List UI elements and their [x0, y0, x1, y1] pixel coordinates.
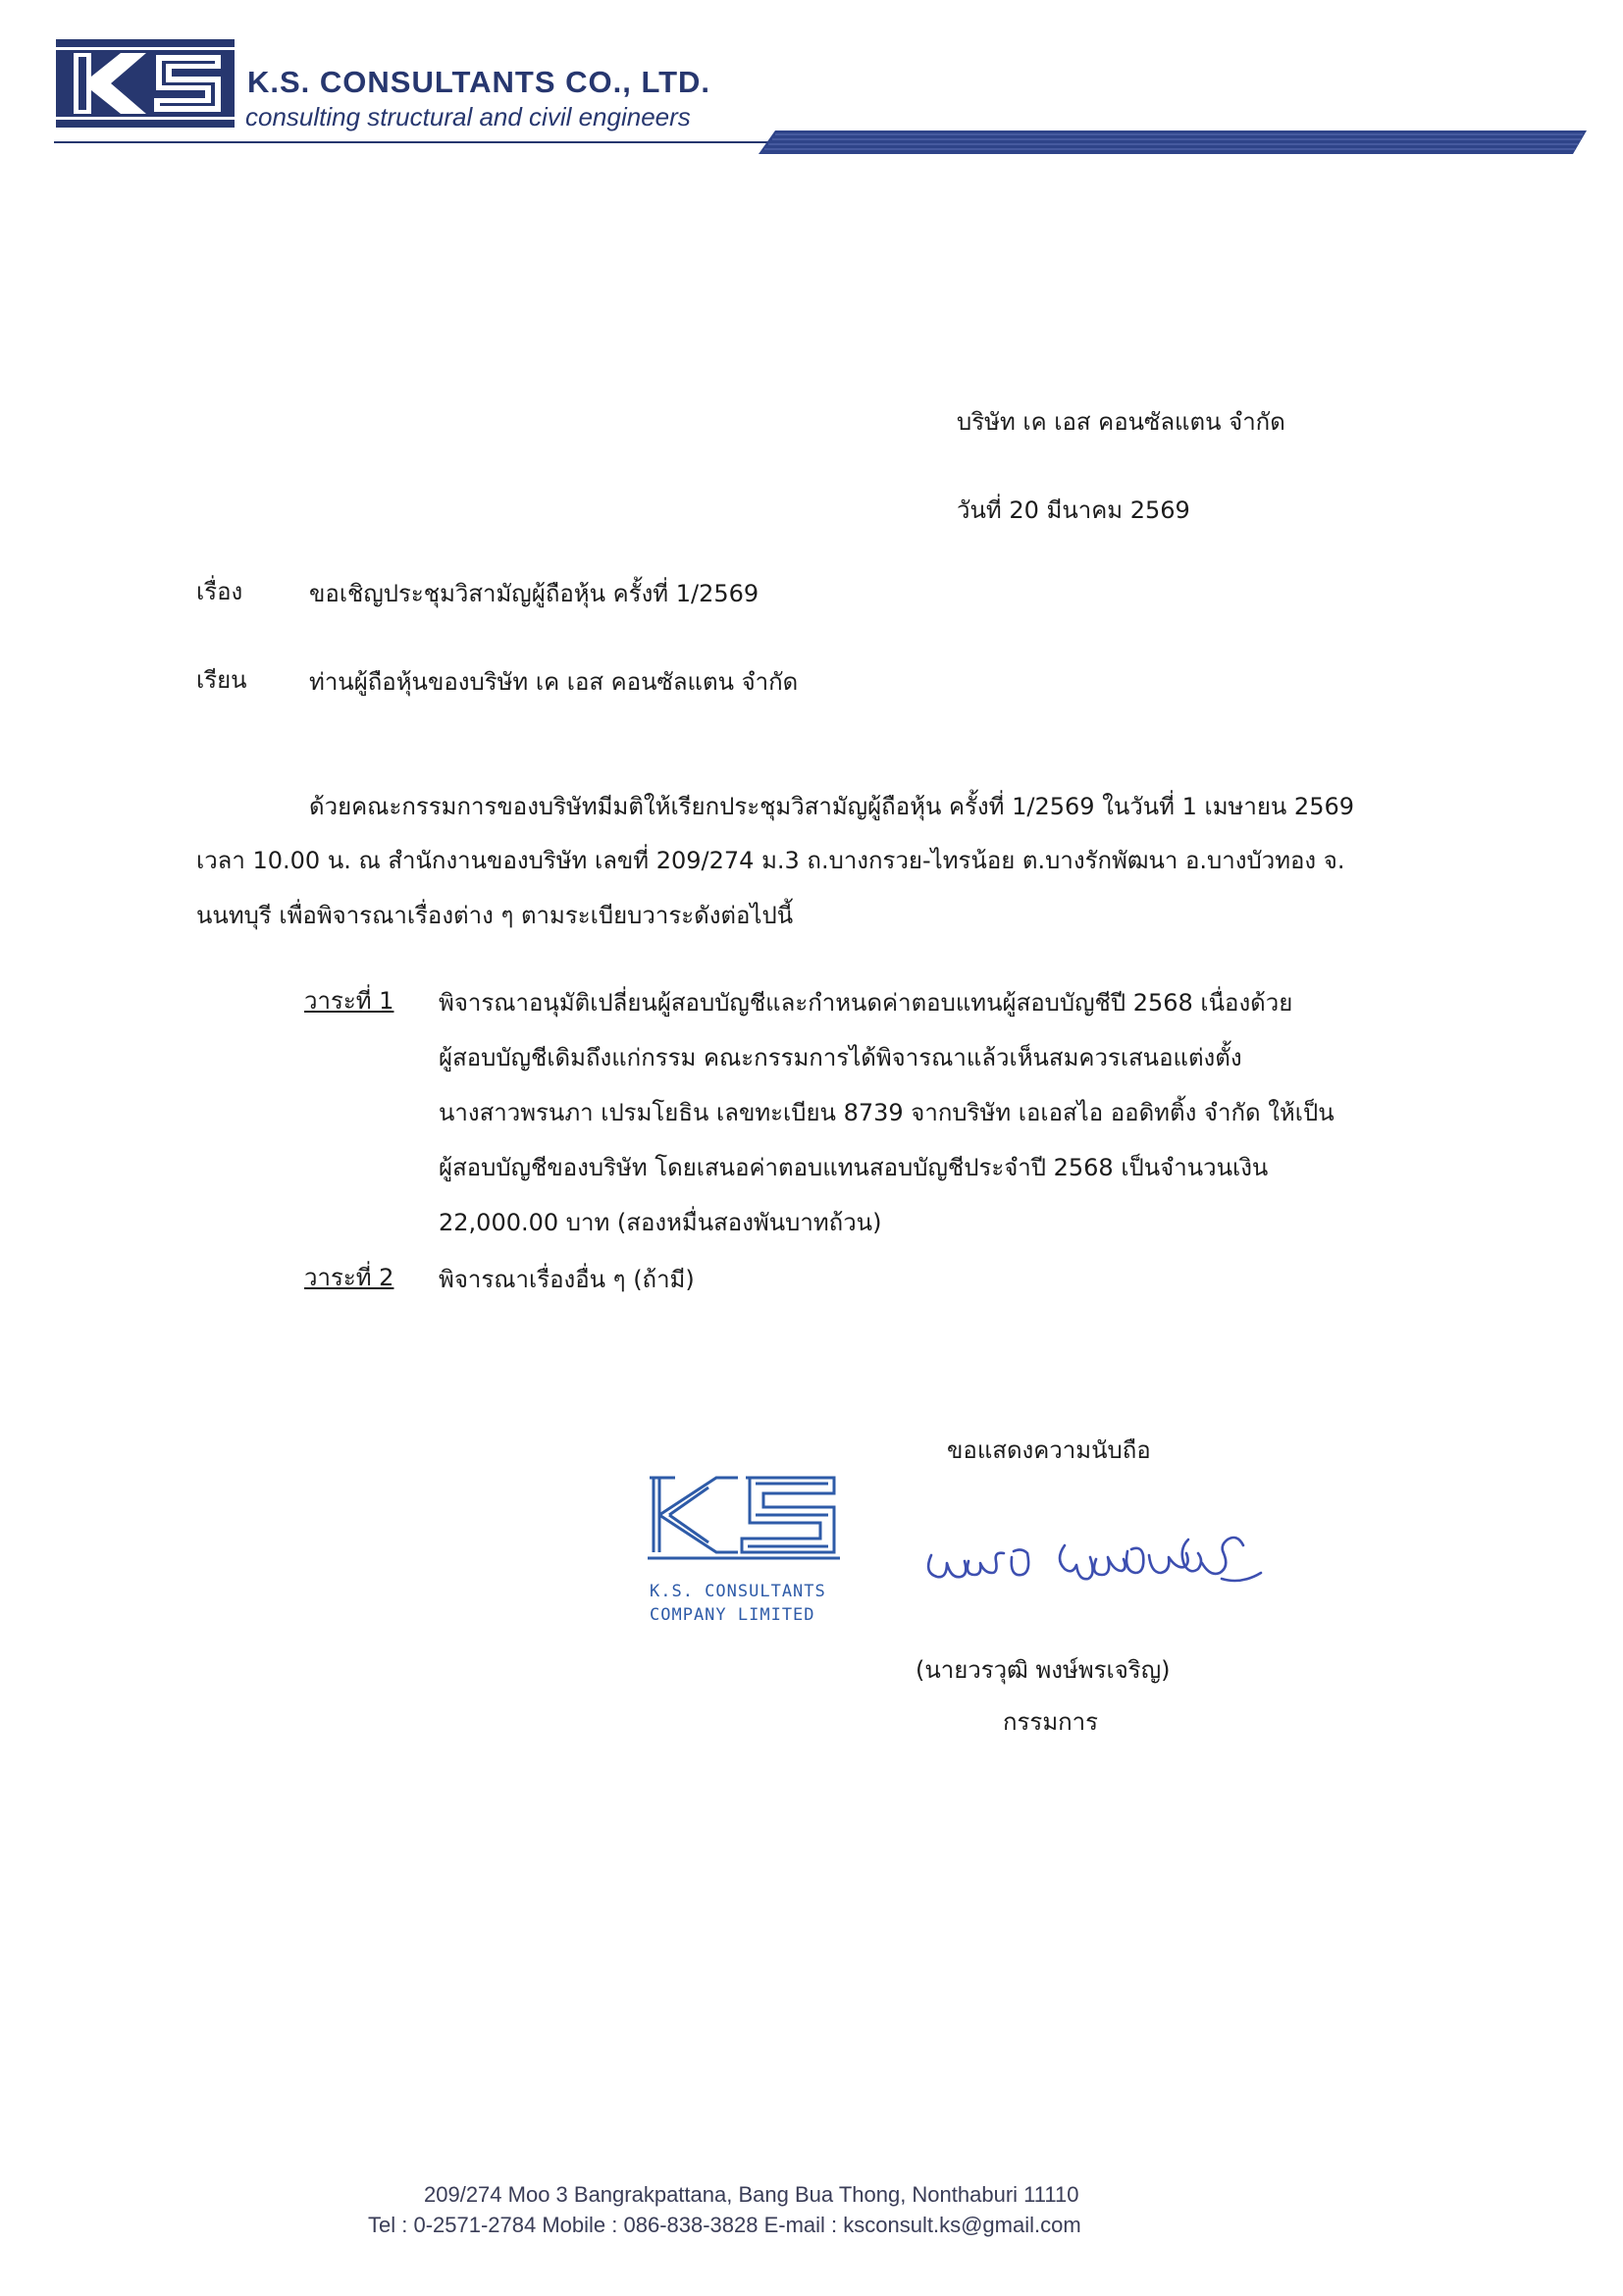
- company-name: K.S. CONSULTANTS CO., LTD.: [247, 65, 711, 99]
- stamp-line-1: K.S. CONSULTANTS: [650, 1582, 826, 1601]
- agenda-line: พิจารณาเรื่องอื่น ๆ (ถ้ามี): [439, 1266, 695, 1293]
- agenda-label-2: วาระที่ 2: [304, 1264, 394, 1291]
- closing-regards: ขอแสดงความนับถือ: [947, 1436, 1151, 1464]
- footer-contact: Tel : 0-2571-2784 Mobile : 086-838-3828 E-mail : ksconsult.ks@gmail.com: [368, 2213, 1081, 2237]
- body-line: เวลา 10.00 น. ณ สำนักงานของบริษัท เลขที่ 209/274 ม.3 ถ.บางกรวย-ไทรน้อย ต.บางรักพัฒนา อ.บางบัวทอง จ.: [196, 847, 1345, 874]
- handwritten-signature-icon: [917, 1516, 1290, 1604]
- stamp-line-2: COMPANY LIMITED: [650, 1605, 815, 1625]
- agenda-line: ผู้สอบบัญชีเดิมถึงแก่กรรม คณะกรรมการได้พิจารณาแล้วเห็นสมควรเสนอแต่งตั้ง: [439, 1044, 1242, 1071]
- signatory-name: (นายวรวุฒิ พงษ์พรเจริญ): [916, 1656, 1171, 1684]
- agenda-line: 22,000.00 บาท (สองหมื่นสองพันบาทถ้วน): [439, 1209, 882, 1236]
- recipient-text: ท่านผู้ถือหุ้นของบริษัท เค เอส คอนซัลแตน จำกัด: [309, 668, 799, 696]
- agenda-line: นางสาวพรนภา เปรมโยธิน เลขทะเบียน 8739 จากบริษัท เอเอสไอ ออดิทติ้ง จำกัด ให้เป็น: [439, 1099, 1335, 1126]
- company-tagline: consulting structural and civil engineers: [245, 102, 691, 131]
- recipient-label: เรียน: [196, 666, 247, 694]
- signatory-position: กรรมการ: [1003, 1708, 1099, 1736]
- sender-company: บริษัท เค เอส คอนซัลแตน จำกัด: [957, 408, 1285, 436]
- body-line: นนทบุรี เพื่อพิจารณาเรื่องต่าง ๆ ตามระเบียบวาระดังต่อไปนี้: [196, 902, 794, 929]
- subject-label: เรื่อง: [196, 578, 243, 605]
- agenda-line: พิจารณาอนุมัติเปลี่ยนผู้สอบบัญชีและกำหนดค่าตอบแทนผู้สอบบัญชีปี 2568 เนื่องด้วย: [439, 989, 1293, 1017]
- body-line: ด้วยคณะกรรมการของบริษัทมีมติให้เรียกประชุมวิสามัญผู้ถือหุ้น ครั้งที่ 1/2569 ในวันที่ 1 เมษายน 2569: [309, 793, 1355, 820]
- ks-logo-icon: [56, 39, 235, 128]
- agenda-line: ผู้สอบบัญชีของบริษัท โดยเสนอค่าตอบแทนสอบบัญชีประจำปี 2568 เป็นจำนวนเงิน: [439, 1154, 1269, 1181]
- letterhead-rule: [54, 129, 1595, 158]
- agenda-label-1: วาระที่ 1: [304, 987, 394, 1015]
- footer-address: 209/274 Moo 3 Bangrakpattana, Bang Bua Thong, Nonthaburi 11110: [424, 2182, 1079, 2207]
- subject-text: ขอเชิญประชุมวิสามัญผู้ถือหุ้น ครั้งที่ 1/2569: [309, 580, 759, 607]
- letter-date: วันที่ 20 มีนาคม 2569: [957, 496, 1190, 524]
